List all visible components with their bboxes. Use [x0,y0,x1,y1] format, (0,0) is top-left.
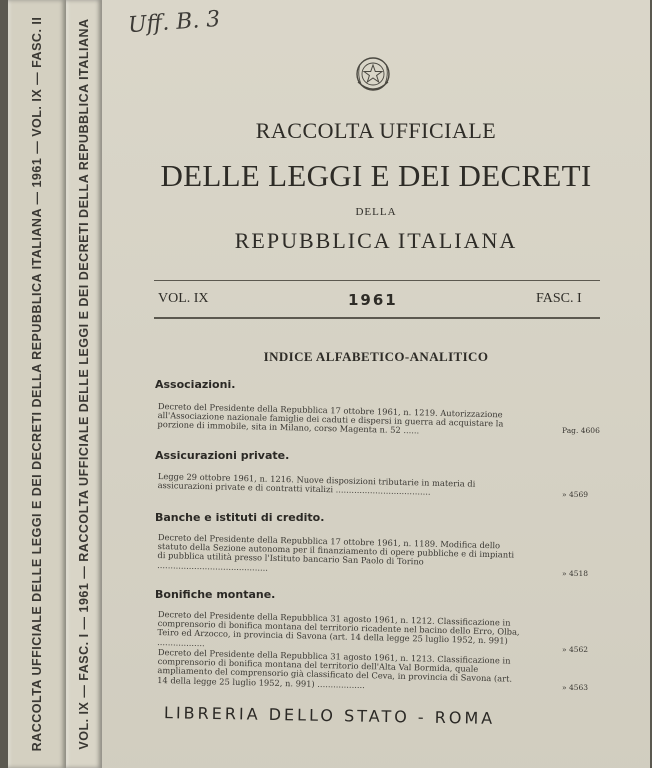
spine-inner [66,0,102,768]
index-entry: Decreto del Presidente della Repubblica 31 agosto 1961, n. 1212. Classificazione in comprensorio di bonifica montana del territorio ricadente nel bacino dello Erro, Olba, Teiro ed Arzocco, in provincia di Savona (art. 14 della legge 25 luglio 1952, n. 991) .................. [157,609,520,648]
section-heading: Assicurazioni private. [155,449,290,462]
volume-label: VOL. IX [158,291,209,306]
divider-bottom [154,317,600,319]
cover-page [102,0,650,768]
index-entry: Decreto del Presidente della Repubblica 17 ottobre 1961, n. 1219. Autorizzazione all'Associazione nazionale famiglie dei caduti e dispersi in guerra ad acquistare la porzione di immobile, sita in Milano, corso Magenta n. 52 ...... [157,401,504,436]
publisher-footer: LIBRERIA DELLO STATO - ROMA [163,703,496,728]
section-heading: Banche e istituti di credito. [155,511,325,524]
year-label: 1961 [348,291,398,309]
title-line-4: REPUBBLICA ITALIANA [234,228,518,253]
page-reference: » 4562 [562,645,589,654]
page-reference: » 4518 [562,569,589,578]
divider-top [154,280,600,281]
handwritten-note: Uff. B. 3 [127,6,222,39]
title-line-1: RACCOLTA UFFICIALE [255,118,497,143]
spine-inner-text: VOL. IX — FASC. I — 1961 — RACCOLTA UFFICIALE DELLE LEGGI E DEI DECRETI DELLA REPUBBLICA ITALIANA [77,18,91,750]
page-reference: » 4569 [562,490,589,499]
index-entry: Legge 29 ottobre 1961, n. 1216. Nuove disposizioni tributarie in materia di assicurazioni private e di contratti vitalizi .................................... [157,471,476,497]
index-entry: Decreto del Presidente della Repubblica 31 agosto 1961, n. 1213. Classificazione in comprensorio di bonifica montana del territorio dell'Alta Val Bormida, quale ampliamento del comprensorio già classificato del Ceva, in provincia di Savona (art. 14 della legge 25 luglio 1952, n. 991) .................. [157,647,513,690]
fascicle-label: FASC. I [536,291,582,306]
section-heading: Associazioni. [155,378,236,391]
title-line-2: DELLE LEGGI E DEI DECRETI [160,158,592,193]
section-heading: Bonifiche montane. [155,588,276,601]
title-line-3: DELLA [355,206,397,218]
spine-outer [8,0,66,768]
republic-emblem-icon [352,52,394,98]
index-title: INDICE ALFABETICO-ANALITICO [263,349,489,364]
page-reference: Pag. 4606 [562,426,600,435]
page-reference: » 4563 [562,683,589,692]
index-entry: Decreto del Presidente della Repubblica 17 ottobre 1961, n. 1189. Modifica dello statuto della Sezione autonoma per il finanziamento di opere pubbliche e di impianti di pubblica utilità presso l'Istituto bancario San Paolo di Torino .......................................... [157,532,515,573]
spine-outer-text: RACCOLTA UFFICIALE DELLE LEGGI E DEI DECRETI DELLA REPUBBLICA ITALIANA — 1961 — VOL. IX — FASC. II [30,16,44,752]
